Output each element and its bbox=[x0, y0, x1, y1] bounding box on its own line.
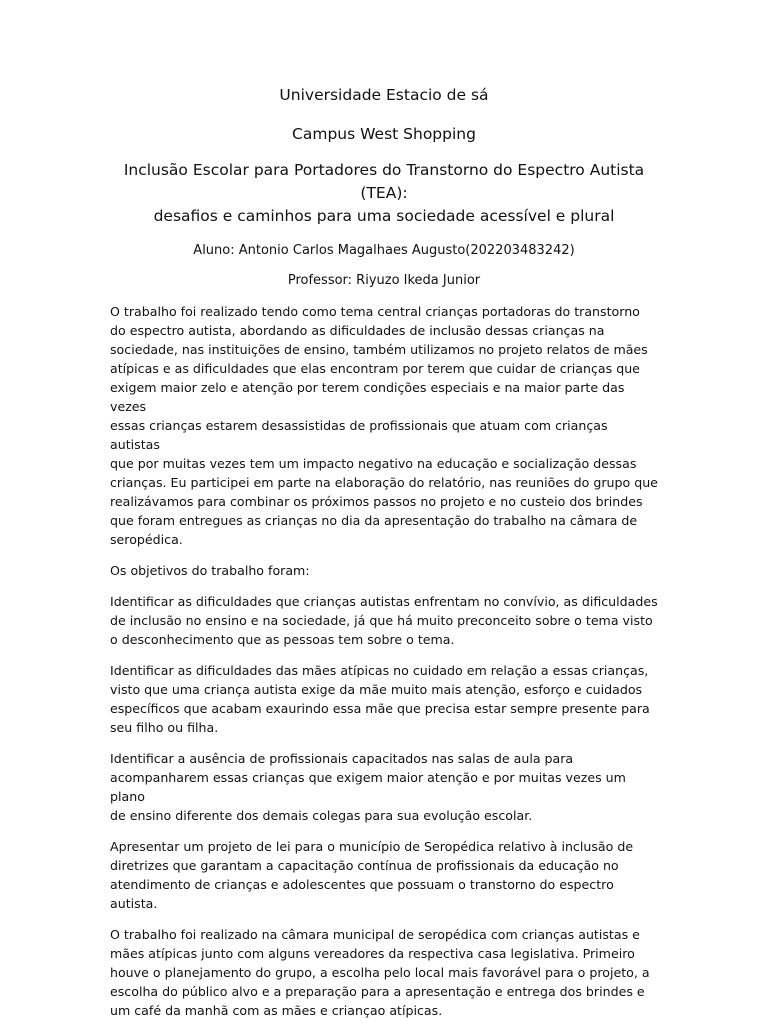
university-name: Universidade Estacio de sá bbox=[279, 86, 489, 104]
professor-line: Professor: Riyuzo Ikeda Junior bbox=[287, 273, 481, 288]
paragraph-objective-2: Identificar as dificuldades das mães atípicas no cuidado em relação a essas crianças, visto que uma criança autista exige da mãe muito mais atenção, esforço e cuidados específicos que acabam exaurindo essa mãe que precisa estar sempre presente para seu filho ou filha. bbox=[110, 663, 650, 735]
paragraph-intro: O trabalho foi realizado tendo como tema central crianças portadoras do transtorno do espectro autista, abordando as dificuldades de inclusão dessas crianças na sociedade, nas instituições de ensino, também utilizamos no projeto relatos de mães atípicas e as dificuldades que elas encontram por terem que cuidar de crianças que exigem maior zelo e atenção por terem condições especiais e na maior parte das vezes essas crianças estarem desassistidas de profissionais que atuam com crianças autistas que por muitas vezes tem um impacto negativo na educação e socialização dessas crianças. Eu participei em parte na elaboração do relatório, nas reuniões do grupo que realizávamos para combinar os próximos passos no projeto e no custeio dos brindes que foram entregues as crianças no dia da apresentação do trabalho na câmara de seropédica. bbox=[110, 304, 658, 547]
paragraph-objectives-heading: Os objetivos do trabalho foram: bbox=[110, 563, 310, 578]
document-title: Inclusão Escolar para Portadores do Transtorno do Espectro Autista (TEA): desafios e caminhos para uma sociedade acessível e plural bbox=[123, 161, 645, 225]
paragraph-conclusion: O trabalho foi realizado na câmara municipal de seropédica com crianças autistas e mães atípicas junto com alguns vereadores da respectiva casa legislativa. Primeiro houve o planejamento do grupo, a escolha pelo local mais favorável para o projeto, a escolha do público alvo e a preparação para a apresentação e entrega dos brindes e um café da manhã com as mães e criançao atípicas. bbox=[110, 927, 650, 1018]
paragraph-objective-4: Apresentar um projeto de lei para o município de Seropédica relativo à inclusão de diretrizes que garantam a capacitação contínua de profissionais da educação no atendimento de crianças e adolescentes que possuam o transtorno do espectro autista. bbox=[110, 839, 634, 911]
paragraph-objective-1: Identificar as dificuldades que crianças autistas enfrentam no convívio, as dificuldades de inclusão no ensino e na sociedade, já que há muito preconceito sobre o tema visto o desconhecimento que as pessoas tem sobre o tema. bbox=[110, 594, 658, 647]
campus-name: Campus West Shopping bbox=[292, 125, 476, 143]
student-line: Aluno: Antonio Carlos Magalhaes Augusto(202203483242) bbox=[193, 243, 575, 258]
paragraph-objective-3: Identificar a ausência de profissionais capacitados nas salas de aula para acompanharem essas crianças que exigem maior atenção e por muitas vezes um plano de ensino diferente dos demais colegas para sua evolução escolar. bbox=[110, 751, 626, 823]
